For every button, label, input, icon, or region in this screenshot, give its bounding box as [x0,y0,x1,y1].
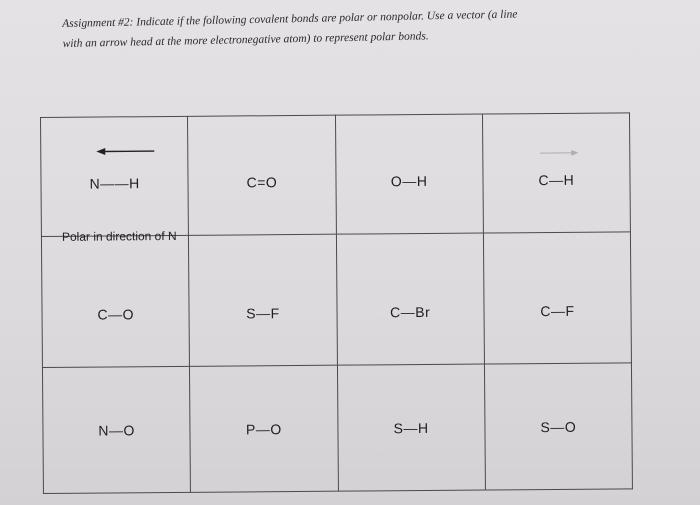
bond-label: C=O [246,174,278,191]
bond-label: S—H [393,419,429,437]
bond-label: S—F [246,305,280,322]
bond-label: C—H [538,171,575,189]
table-cell [484,363,632,490]
table-cell [483,232,631,364]
bond-label: S—O [540,418,577,436]
table-cell [42,366,190,493]
table-row [41,232,631,368]
table-cell [41,235,189,367]
instructions-line-2: with an arrow head at the more electronegative atom) to represent polar bonds. [62,30,429,50]
bond-label: C—Br [390,303,431,321]
faint-arrow-icon [538,149,578,157]
table-cell [41,116,189,244]
table-cell [189,234,337,366]
table-cell [188,115,336,235]
table-cell [336,233,484,365]
assignment-instructions [62,2,623,54]
bond-label: O—H [390,172,428,190]
table-cell [337,364,485,491]
bond-label: C—O [97,306,134,323]
table-cell [482,113,630,233]
bond-label: N—O [98,422,135,439]
table-row [42,363,632,494]
bond-label: C—F [540,302,575,320]
table-cell [335,114,483,234]
table-cell [190,365,338,492]
bonds-table [40,112,633,494]
bond-label: N——H [89,175,140,192]
left-arrow-icon [96,146,156,156]
polarity-note: Polar in direction of N [61,228,177,244]
bond-label: P—O [245,421,282,438]
table-row [41,113,631,237]
instructions-line-1: Assignment #2: Indicate if the following covalent bonds are polar or nonpolar. Use a vector (a line [62,8,518,30]
